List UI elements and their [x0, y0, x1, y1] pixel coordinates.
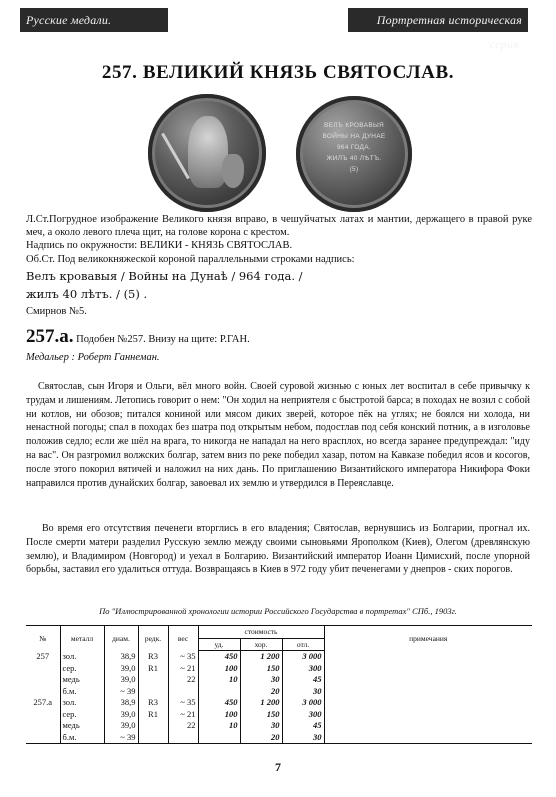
reverse-line: 964 ГОДА. [337, 144, 371, 151]
cell-notes [324, 674, 532, 686]
cell-rarity [138, 732, 168, 744]
cell-cost-ud: 450 [198, 651, 240, 663]
cell-cost-ud [198, 686, 240, 698]
table-row [26, 651, 532, 663]
cell-cost-otl: 3 000 [282, 651, 324, 663]
cell-cost-otl: 300 [282, 709, 324, 721]
cell-cost-otl: 3 000 [282, 697, 324, 709]
cell-rarity: R1 [138, 709, 168, 721]
cell-metal: б.м. [60, 732, 104, 744]
cell-no [26, 720, 60, 732]
table-row [26, 709, 532, 721]
cell-cost-hor: 20 [240, 732, 282, 744]
reference: Смирнов №5. [26, 306, 87, 317]
cell-metal: зол. [60, 697, 104, 709]
subheading-number: 257.а. [26, 326, 74, 347]
col-header-cost-ud: уд. [198, 638, 240, 651]
cell-no: 257 [26, 651, 60, 663]
cell-cost-hor: 150 [240, 709, 282, 721]
table-row [26, 697, 532, 709]
cell-metal: б.м. [60, 686, 104, 698]
cell-diam: ~ 39 [104, 686, 138, 698]
table-row [26, 674, 532, 686]
subheading-text: Подобен №257. Внизу на щите: Р.ГАН. [76, 334, 250, 345]
cell-cost-otl: 45 [282, 674, 324, 686]
cell-cost-hor: 30 [240, 720, 282, 732]
col-header-weight: вес [168, 626, 198, 651]
obverse-description: Л.Ст.Погрудное изображение Великого князя вправо, в чешуйчатых латах и мантии, держащего в правой руке меч, а около левого плеча щит, на голове корона с крестом. [26, 214, 532, 238]
inscription-line-1: Велъ кровавыя / Войны на Дунаѣ / 964 года. / [26, 269, 303, 283]
cell-diam: 39,0 [104, 663, 138, 675]
cell-rarity [138, 686, 168, 698]
cell-diam: 38,9 [104, 697, 138, 709]
cell-weight: ~ 35 [168, 651, 198, 663]
cell-weight: 22 [168, 674, 198, 686]
cell-no: 257.а [26, 697, 60, 709]
cell-metal: сер. [60, 663, 104, 675]
col-header-no: № [26, 626, 60, 651]
cell-cost-otl: 300 [282, 663, 324, 675]
reverse-line: (5) [349, 166, 359, 173]
medalist: Медальер : Роберт Ганнеман. [26, 352, 160, 363]
cell-diam: 39,0 [104, 709, 138, 721]
cell-notes [324, 651, 532, 663]
col-header-cost-hor: хор. [240, 638, 282, 651]
medal-reverse-image [296, 96, 412, 212]
cell-cost-hor: 1 200 [240, 697, 282, 709]
col-header-diam: диам. [104, 626, 138, 651]
cell-cost-otl: 30 [282, 732, 324, 744]
cell-cost-otl: 30 [282, 686, 324, 698]
cell-no [26, 686, 60, 698]
cell-notes [324, 697, 532, 709]
cell-weight [168, 732, 198, 744]
table-row [26, 732, 532, 744]
cell-weight: ~ 35 [168, 697, 198, 709]
cell-diam: 39,0 [104, 720, 138, 732]
cell-diam: 38,9 [104, 651, 138, 663]
cell-weight: ~ 21 [168, 709, 198, 721]
table-row [26, 720, 532, 732]
medal-obverse-image [148, 94, 266, 212]
cell-notes [324, 709, 532, 721]
cell-metal: зол. [60, 651, 104, 663]
biography-paragraph-2: Во время его отсутствия печенеги вторглись в его владения; Святослав, вернувшись из Болгарии, прогнал их. После смерти матери разделил Русскую землю между своими сыновьями Ярополком (Киев), Олегом (древлянскую землю), и Владимиром (Новгород) и уехал в Болгарию. Византийский император Иоанн Цимисхий, после упорной борьбы, заставил его удалиться оттуда. Возвращаясь в Киев в 972 году убит печенегами у днепров - ских порогов. [26, 523, 530, 576]
cell-cost-ud [198, 732, 240, 744]
cell-notes [324, 663, 532, 675]
cell-weight: 22 [168, 720, 198, 732]
sword-figure [161, 133, 190, 180]
cell-weight: ~ 21 [168, 663, 198, 675]
col-header-cost: стоимость [198, 626, 324, 639]
table-row [26, 686, 532, 698]
reverse-line: ВЕЛЪ КРОВАВЫЯ [323, 122, 385, 129]
cell-notes [324, 686, 532, 698]
page-title: 257. ВЕЛИКИЙ КНЯЗЬ СВЯТОСЛАВ. [101, 62, 455, 83]
header-right: Портретная историческая серия. [348, 8, 528, 32]
shield-figure [222, 154, 244, 188]
cell-rarity: R1 [138, 663, 168, 675]
cell-no [26, 663, 60, 675]
header-left: Русские медали. [20, 8, 168, 32]
cell-cost-ud: 10 [198, 720, 240, 732]
cell-weight [168, 686, 198, 698]
biography-paragraph-1: Святослав, сын Игоря и Ольги, вёл много войн. Своей суровой жизнью с юных лет воспитал в себе привычку к трудам и лишениям. Летопись говорит о нем: "Он ходил на неприятеля с быстротой барса; в походах не возил с собой ни котлов, ни обозов; питался кониной или мясом диких зверей, которое пёк на углях; не боялся ни холода, ни ненастной погоды; спал в походах без шатра под открытым небом, подостлав под себя конский потник, а в изголовье положив седло; если же шёл на врага, то никогда не нападал на него врасплох, но всегда заранее предупреждал: "иду на вас". Он разгромил волжских болгар, затем вниз по реке победил хазар, потом на Кавказе победил ясов и косогов, после этого покорил вятичей и наложил на них дань. По приглашению Византийского императора Никифора Фоки направился против дунайских болгар, завоевал их землю и утвердился в Переяславце. [26, 381, 530, 489]
reverse-line: ВОЙНЫ НА ДУНАЕ [322, 133, 386, 140]
cell-rarity: R3 [138, 651, 168, 663]
cell-cost-ud: 100 [198, 709, 240, 721]
cell-metal: медь [60, 674, 104, 686]
table-row [26, 663, 532, 675]
inscription-line-2: жилъ 40 лѣтъ. / (5) . [26, 287, 148, 301]
page-number: 7 [275, 760, 281, 774]
medal-reverse-inscription [318, 120, 390, 175]
cell-cost-ud: 10 [198, 674, 240, 686]
col-header-metal: металл [60, 626, 104, 651]
cell-metal: медь [60, 720, 104, 732]
cell-rarity [138, 674, 168, 686]
reverse-line: ЖИЛЪ 40 ЛѢТЪ. [326, 155, 382, 162]
cell-no [26, 732, 60, 744]
cell-rarity [138, 720, 168, 732]
cell-diam: ~ 39 [104, 732, 138, 744]
source-note: По "Иллюстрированной хронологии истории Российского Государства в портретах" СПб., 1903г. [99, 606, 457, 616]
col-header-rarity: редк. [138, 626, 168, 651]
cell-cost-hor: 150 [240, 663, 282, 675]
cell-cost-hor: 1 200 [240, 651, 282, 663]
cell-cost-hor: 30 [240, 674, 282, 686]
circular-legend: Надпись по окружности: ВЕЛИКИ - КНЯЗЬ СВЯТОСЛАВ. [26, 240, 293, 251]
cell-notes [324, 732, 532, 744]
subheading [26, 326, 250, 348]
cell-rarity: R3 [138, 697, 168, 709]
cell-no [26, 709, 60, 721]
col-header-notes: примечания [324, 626, 532, 651]
cell-cost-ud: 450 [198, 697, 240, 709]
cell-cost-ud: 100 [198, 663, 240, 675]
col-header-cost-otl: отл. [282, 638, 324, 651]
cell-cost-hor: 20 [240, 686, 282, 698]
cell-no [26, 674, 60, 686]
cell-diam: 39,0 [104, 674, 138, 686]
cell-metal: сер. [60, 709, 104, 721]
reverse-description: Об.Ст. Под великокняжеской короной параллельными строками надпись: [26, 254, 355, 265]
cell-notes [324, 720, 532, 732]
cell-cost-otl: 45 [282, 720, 324, 732]
catalog-table [26, 625, 532, 744]
